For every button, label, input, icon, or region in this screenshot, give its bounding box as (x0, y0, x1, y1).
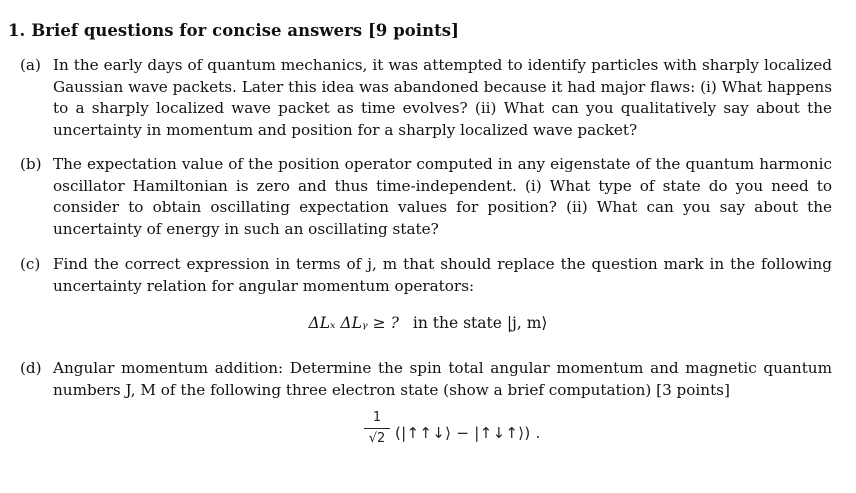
section-title: Brief questions for concise answers [9 points] (31, 21, 459, 40)
section-number: 1. (8, 21, 26, 40)
question-d (20, 358, 832, 401)
question-label: (c) (20, 255, 41, 273)
question-label: (b) (20, 155, 42, 173)
question-label: (d) (20, 359, 42, 377)
state-expression: (|↑↑↓⟩ − |↑↓↑⟩) . (395, 424, 541, 442)
uncertainty-relation-equation (0, 314, 856, 332)
equation-lhs: ΔLₓ ΔLᵧ ≥ ? (308, 314, 399, 332)
question-a (20, 55, 832, 141)
question-text: In the early days of quantum mechanics, it was attempted to identify particles with sharply localized Gaussian wave packets. Later this idea was abandoned because it had major flaws: (i) What happens to a sharply localized wave packet as time evolves? (ii) What can you qualitatively say about the uncertainty in momentum and position for a sharply localized wave packet? (53, 56, 832, 139)
section-heading (8, 21, 459, 40)
question-text: Find the correct expression in terms of j, m that should replace the question mark in the following uncertainty relation for angular momentum operators: (53, 255, 832, 295)
question-label: (a) (20, 56, 41, 74)
normalization-fraction (362, 410, 392, 448)
fraction-denominator: √2 (368, 431, 386, 446)
question-text: Angular momentum addition: Determine the spin total angular momentum and magnetic quantum numbers J, M of the following three electron state (show a brief computation) [3 points] (53, 359, 832, 399)
question-c (20, 254, 832, 297)
equation-rhs: in the state |j, m⟩ (412, 314, 548, 332)
question-text: The expectation value of the position operator computed in any eigenstate of the quantum harmonic oscillator Hamiltonian is zero and thus time-independent. (i) What type of state do you need to consider to obtain oscillating expectation values for position? (ii) What can you say about the uncertainty of energy in such an oscillating state? (53, 155, 832, 238)
question-b (20, 154, 832, 240)
fraction-numerator: 1 (372, 410, 382, 425)
fraction-bar (364, 428, 390, 429)
